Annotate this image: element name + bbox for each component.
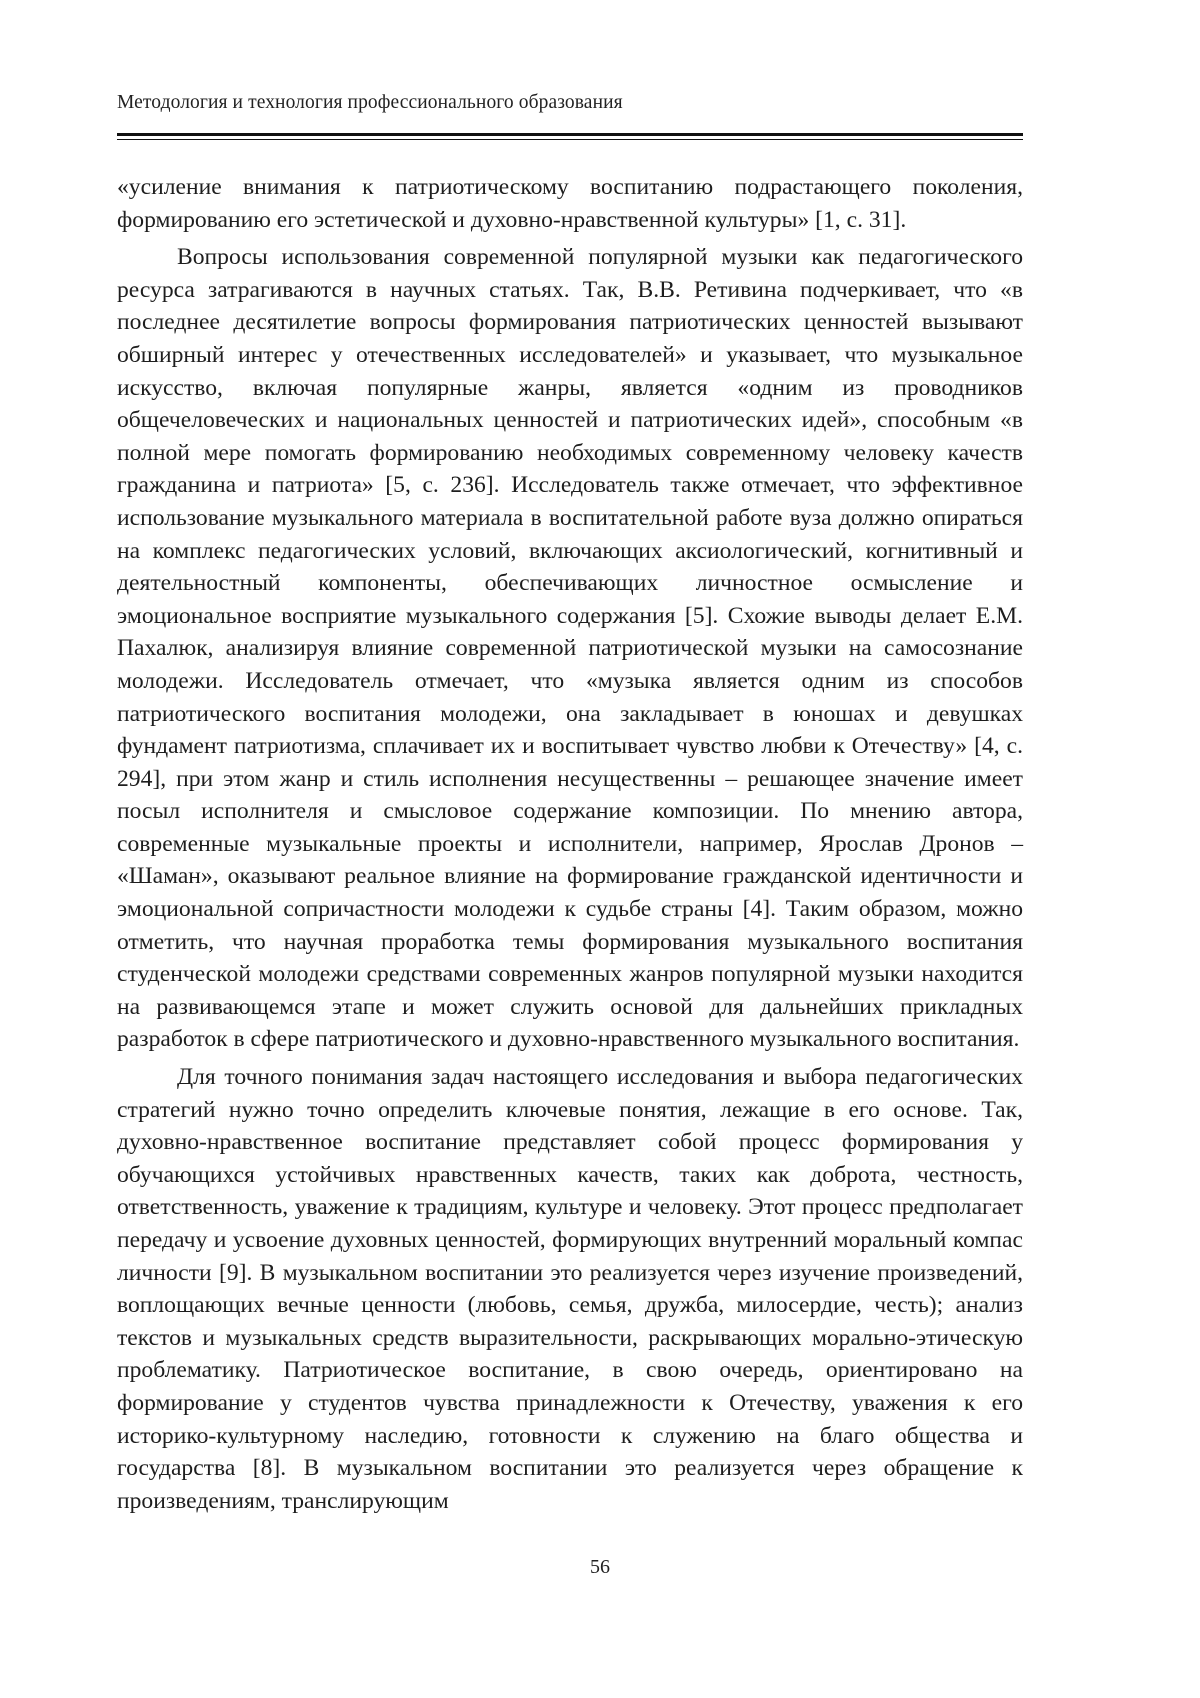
page-number: 56 xyxy=(590,1556,610,1578)
running-header: Методология и технология профессионального образования xyxy=(117,92,623,113)
header-rule-thin xyxy=(117,139,1023,140)
article-body xyxy=(117,171,1023,1517)
paragraph-3: Для точного понимания задач настоящего исследования и выбора педагогических стратегий нужно точно определить ключевые понятия, лежащие в его основе. Так, духовно-нравственное воспитание представляет собой процесс формирования у обучающихся устойчивых нравственных качеств, таких как доброта, честность, ответственность, уважение к традициям, культуре и человеку. Этот процесс предполагает передачу и усвоение духовных ценностей, формирующих внутренний моральный компас личности [9]. В музыкальном воспитании это реализуется через изучение произведений, воплощающих вечные ценности (любовь, семья, дружба, милосердие, честь); анализ текстов и музыкальных средств выразительности, раскрывающих морально‑этическую проблематику. Патриотическое воспитание, в свою очередь, ориентировано на формирование у студентов чувства принадлежности к Отечеству, уважения к его историко-культурному наследию, готовности к служению на благо общества и государства [8]. В музыкальном воспитании это реализуется через обращение к произведениям, транслирующим xyxy=(117,1064,1023,1514)
paragraph-1: «усиление внимания к патриотическому воспитанию подрастающего поколения, формированию его эстетической и духовно-нравственной культуры» [1, с. 31]. xyxy=(117,174,1023,233)
paragraph-2: Вопросы использования современной популярной музыки как педагогического ресурса затрагиваются в научных статьях. Так, В.В. Ретивина подчеркивает, что «в последнее десятилетие вопросы формирования патриотических ценностей вызывают обширный интерес у отечественных исследователей» и указывает, что музыкальное искусство, включая популярные жанры, является «одним из проводников общечеловеческих и национальных ценностей и патриотических идей», способным «в полной мере помогать формированию необходимых современному человеку качеств гражданина и патриота» [5, с. 236]. Исследователь также отмечает, что эффективное использование музыкального материала в воспитательной работе вуза должно опираться на комплекс педагогических условий, включающих аксиологический, когнитивный и деятельностный компоненты, обеспечивающих личностное осмысление и эмоциональное восприятие музыкального содержания [5]. Схожие выводы делает Е.М. Пахалюк, анализируя влияние современной патриотической музыки на самосознание молодежи. Исследователь отмечает, что «музыка является одним из способов патриотического воспитания молодежи, она закладывает в юношах и девушках фундамент патриотизма, сплачивает их и воспитывает чувство любви к Отечеству» [4, с. 294], при этом жанр и стиль исполнения несущественны – решающее значение имеет посыл исполнителя и смысловое содержание композиции. По мнению автора, современные музыкальные проекты и исполнители, например, Ярослав Дронов – «Шаман», оказывают реальное влияние на формирование гражданской идентичности и эмоциональной сопричастности молодежи к судьбе страны [4]. Таким образом, можно отметить, что научная проработка темы формирования музыкального воспитания студенческой молодежи средствами современных жанров популярной музыки находится на развивающемся этапе и может служить основой для дальнейших прикладных разработок в сфере патриотического и духовно-нравственного музыкального воспитания. xyxy=(117,244,1023,1053)
header-rule-thick xyxy=(117,133,1023,136)
